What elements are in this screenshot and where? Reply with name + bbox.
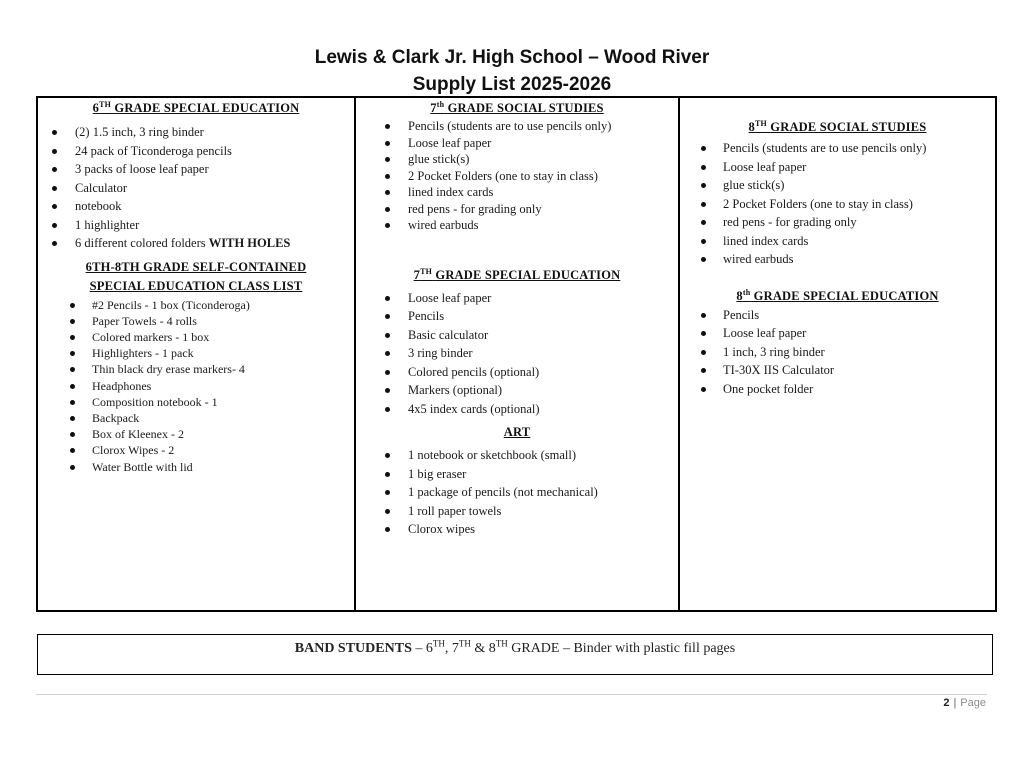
list-item: Loose leaf paper [680,158,995,177]
list-7th-special-ed [356,289,678,419]
column-6th-grade [38,98,354,475]
list-item: 2 Pocket Folders (one to stay in class) [680,195,995,214]
list-item: 1 inch, 3 ring binder [680,343,995,362]
list-item: Pencils [680,306,995,325]
list-item: Colored markers - 1 box [38,329,354,345]
list-item: Pencils (students are to use pencils only) [680,139,995,158]
list-item: Paper Towels - 4 rolls [38,313,354,329]
supply-list-title: Supply List 2025-2026 [412,74,612,95]
band-students-box: BAND STUDENTS – 6TH, 7TH & 8TH GRADE – Binder with plastic fill pages [37,634,993,675]
list-item: 1 roll paper towels [356,502,678,521]
footer-rule [36,694,987,695]
page-separator: | [953,697,957,709]
section-heading-7th-special-ed: 7TH GRADE SPECIAL EDUCATION [413,266,621,282]
list-6th-special-ed [38,123,354,253]
school-title: Lewis & Clark Jr. High School – Wood River [314,47,710,68]
list-item: Loose leaf paper [356,135,678,152]
list-item: Water Bottle with lid [38,459,354,475]
list-item: glue stick(s) [356,151,678,168]
list-item: 6 different colored folders WITH HOLES [38,234,354,253]
section-heading-6th-special-ed: 6TH GRADE SPECIAL EDUCATION [92,99,300,115]
list-item: Pencils (students are to use pencils only) [356,118,678,135]
list-item: Clorox Wipes - 2 [38,442,354,458]
page-number-footer [943,697,986,709]
list-item: Backpack [38,410,354,426]
list-item: 24 pack of Ticonderoga pencils [38,142,354,161]
list-item: 3 ring binder [356,344,678,363]
list-item: Colored pencils (optional) [356,363,678,382]
list-art [356,446,678,539]
list-self-contained [38,297,354,475]
list-item: One pocket folder [680,380,995,399]
list-item: 1 package of pencils (not mechanical) [356,483,678,502]
list-item: lined index cards [680,232,995,251]
list-item: 1 highlighter [38,216,354,235]
list-item: Clorox wipes [356,520,678,539]
list-item: 1 notebook or sketchbook (small) [356,446,678,465]
list-item: Composition notebook - 1 [38,394,354,410]
column-8th-grade [680,98,995,398]
list-item: Loose leaf paper [356,289,678,308]
list-item: 1 big eraser [356,465,678,484]
list-item: red pens - for grading only [356,201,678,218]
list-item: lined index cards [356,184,678,201]
list-item: wired earbuds [680,250,995,269]
list-item: Highlighters - 1 pack [38,345,354,361]
list-item: notebook [38,197,354,216]
list-item: Thin black dry erase markers- 4 [38,361,354,377]
section-heading-7th-social-studies: 7th GRADE SOCIAL STUDIES [430,99,604,115]
column-7th-grade [356,98,678,539]
list-item: 2 Pocket Folders (one to stay in class) [356,168,678,185]
list-item: wired earbuds [356,217,678,234]
list-item: TI-30X IIS Calculator [680,361,995,380]
list-item: Pencils [356,307,678,326]
section-heading-self-contained: 6TH-8TH GRADE SELF-CONTAINED SPECIAL EDUCATION CLASS LIST [85,259,307,293]
list-item: Calculator [38,179,354,198]
supply-table [36,96,997,612]
list-8th-special-ed [680,306,995,399]
section-heading-8th-social-studies: 8TH GRADE SOCIAL STUDIES [748,118,927,134]
list-item: red pens - for grading only [680,213,995,232]
list-item: 3 packs of loose leaf paper [38,160,354,179]
list-item: #2 Pencils - 1 box (Ticonderoga) [38,297,354,313]
list-item: (2) 1.5 inch, 3 ring binder [38,123,354,142]
list-item: Loose leaf paper [680,324,995,343]
page-number: 2 [943,697,950,709]
page-label: Page [960,697,986,709]
list-item: 4x5 index cards (optional) [356,400,678,419]
list-8th-social-studies [680,139,995,269]
list-7th-social-studies [356,118,678,234]
list-item: Box of Kleenex - 2 [38,426,354,442]
list-item: Basic calculator [356,326,678,345]
list-item: Markers (optional) [356,381,678,400]
list-item: Headphones [38,378,354,394]
section-heading-8th-special-ed: 8th GRADE SPECIAL EDUCATION [736,287,939,303]
list-item: glue stick(s) [680,176,995,195]
section-heading-art: ART [503,425,531,439]
